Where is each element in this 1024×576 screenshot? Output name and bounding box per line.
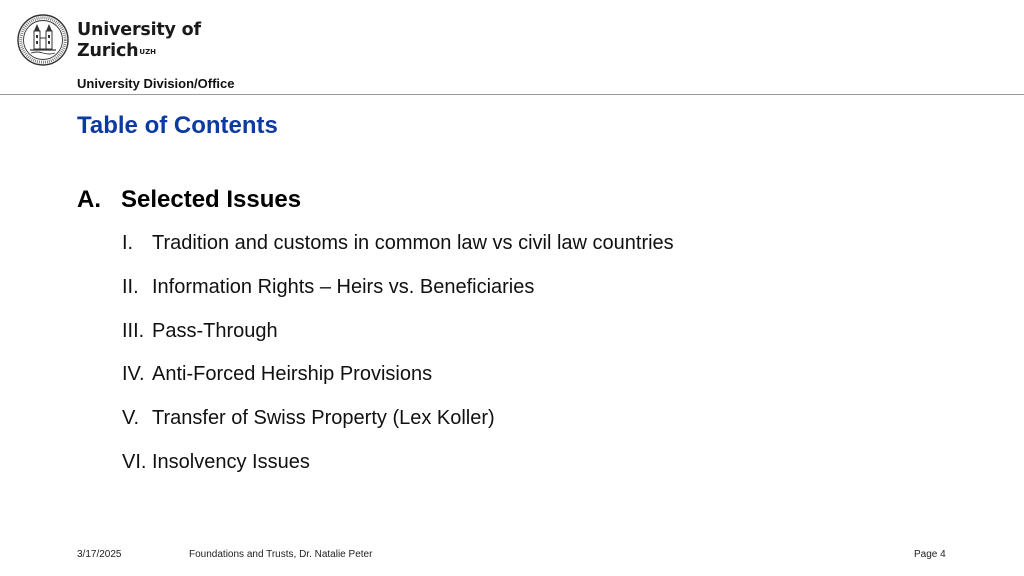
header-divider [0, 94, 1024, 95]
footer-date: 3/17/2025 [77, 549, 122, 560]
page-title: Table of Contents [77, 112, 278, 139]
toc-item-number: V. [122, 407, 140, 430]
section-title: Selected Issues [121, 186, 302, 213]
toc-item-number: VI. [122, 450, 147, 473]
toc-item-text: Pass-Through [152, 319, 278, 342]
section-letter: A. [77, 186, 101, 213]
university-name-zurich: Zurich [77, 41, 139, 61]
toc-item-text: Tradition and customs in common law vs civil law countries [152, 232, 674, 254]
slide-header [0, 0, 1024, 95]
toc-item-number: I. [122, 232, 134, 254]
toc-item-number: IV. [122, 363, 145, 386]
toc-item-number: II. [122, 275, 139, 298]
toc-item-text: Insolvency Issues [152, 450, 310, 473]
university-name-line2 [77, 41, 201, 62]
footer-page-number: Page 4 [914, 549, 946, 560]
university-seal-icon [17, 14, 69, 66]
university-wordmark [77, 20, 201, 62]
university-name-line1: University of [77, 20, 201, 40]
toc-item-text: Anti-Forced Heirship Provisions [152, 363, 433, 386]
toc-item-text: Information Rights – Heirs vs. Beneficiaries [152, 275, 535, 298]
university-abbrev: UZH [139, 48, 157, 56]
toc-item-number: III. [122, 319, 145, 342]
footer-course-title: Foundations and Trusts, Dr. Natalie Peter [189, 549, 373, 560]
toc-item-text: Transfer of Swiss Property (Lex Koller) [152, 407, 495, 430]
division-label: University Division/Office [77, 76, 235, 91]
